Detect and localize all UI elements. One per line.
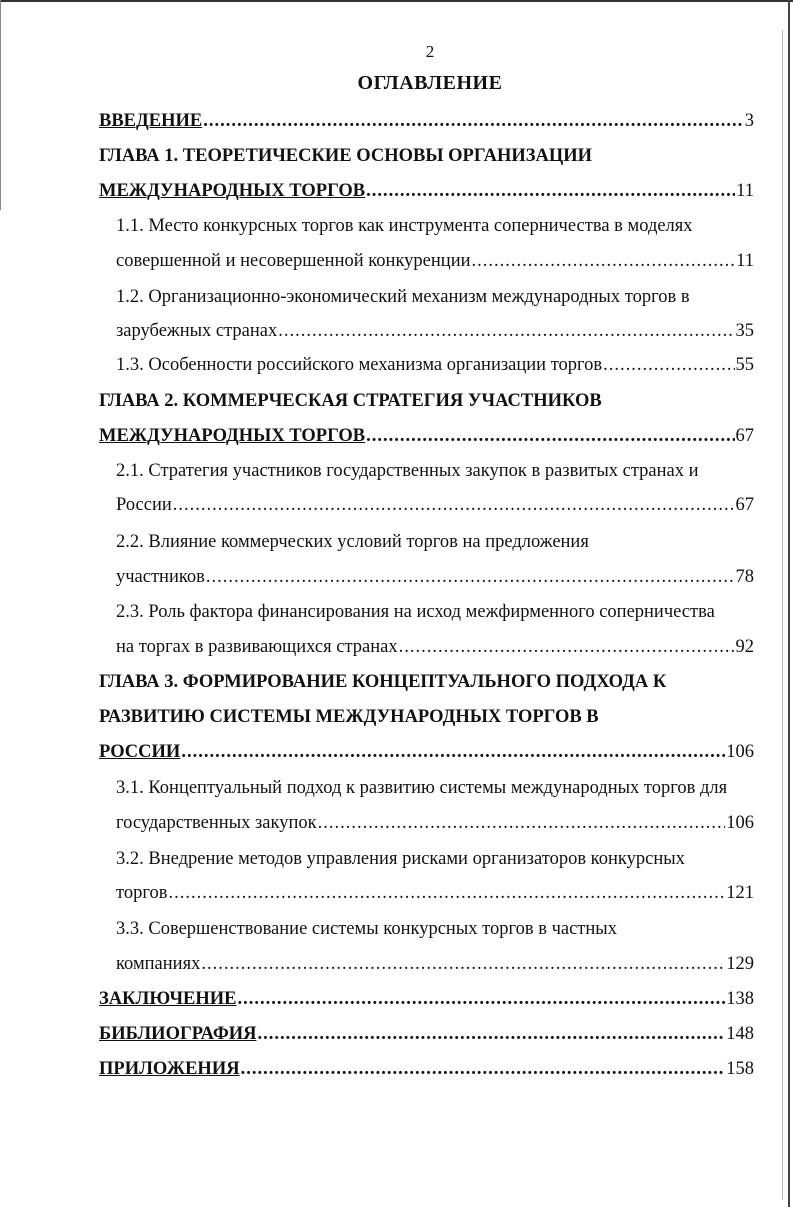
toc-entry-intro[interactable] bbox=[99, 108, 754, 134]
toc-entry-label: на торгах в развивающихся странах bbox=[116, 637, 398, 657]
toc-entry-label: участников bbox=[116, 567, 205, 587]
toc-section-2-3-title[interactable]: 2.3. Роль фактора финансирования на исход межфирменного соперничества bbox=[116, 602, 715, 622]
toc-section-1-2[interactable] bbox=[116, 318, 754, 344]
toc-section-3-2-title[interactable]: 3.2. Внедрение методов управления рисками организаторов конкурсных bbox=[116, 849, 685, 869]
toc-entry-label: государственных закупок bbox=[116, 813, 317, 833]
toc-page-number: 11 bbox=[736, 251, 754, 271]
toc-section-3-3-title[interactable]: 3.3. Совершенствование системы конкурсных торгов в частных bbox=[116, 919, 617, 939]
leader-dots bbox=[366, 178, 735, 204]
leader-dots bbox=[603, 352, 734, 378]
page-title: ОГЛАВЛЕНИЕ bbox=[357, 72, 503, 94]
toc-chapter-2[interactable] bbox=[99, 423, 754, 449]
leader-dots bbox=[318, 810, 726, 836]
toc-section-2-2-title[interactable]: 2.2. Влияние коммерческих условий торгов на предложения bbox=[116, 532, 589, 552]
toc-entry-label: 1.3. Особенности российского механизма организации торгов bbox=[116, 355, 603, 375]
toc-page-number: 158 bbox=[726, 1059, 754, 1079]
toc-chapter-1-title[interactable]: ГЛАВА 1. ТЕОРЕТИЧЕСКИЕ ОСНОВЫ ОРГАНИЗАЦИИ bbox=[99, 146, 593, 166]
toc-page-number: 106 bbox=[726, 813, 754, 833]
toc-chapter-2-title[interactable]: ГЛАВА 2. КОММЕРЧЕСКАЯ СТРАТЕГИЯ УЧАСТНИКОВ bbox=[99, 391, 602, 411]
toc-entry-label: ВВЕДЕНИЕ bbox=[99, 111, 203, 131]
toc-section-2-1-title[interactable]: 2.1. Стратегия участников государственных закупок в развитых странах и bbox=[116, 461, 699, 481]
toc-page-number: 11 bbox=[736, 181, 754, 201]
toc-page-number: 67 bbox=[735, 495, 754, 515]
toc-section-3-3[interactable] bbox=[116, 951, 754, 977]
toc-section-2-1[interactable] bbox=[116, 492, 754, 518]
toc-chapter-1[interactable] bbox=[99, 178, 754, 204]
toc-chapter-3-title-cont[interactable]: РАЗВИТИЮ СИСТЕМЫ МЕЖДУНАРОДНЫХ ТОРГОВ В bbox=[99, 707, 599, 727]
toc-entry-label: зарубежных странах bbox=[116, 321, 278, 341]
scan-border-right-inner bbox=[782, 30, 783, 1200]
toc-entry-appendix[interactable] bbox=[99, 1056, 754, 1082]
toc-page-number: 55 bbox=[735, 355, 754, 375]
toc-page-number: 3 bbox=[744, 111, 754, 131]
toc-entry-label: БИБЛИОГРАФИЯ bbox=[99, 1024, 257, 1044]
page-number: 2 bbox=[425, 42, 435, 61]
toc-entry-label: торгов bbox=[116, 883, 168, 903]
toc-entry-label: ПРИЛОЖЕНИЯ bbox=[99, 1059, 240, 1079]
toc-chapter-3[interactable] bbox=[99, 739, 754, 765]
toc-entry-label: России bbox=[116, 495, 172, 515]
toc-section-3-2[interactable] bbox=[116, 880, 754, 906]
leader-dots bbox=[278, 318, 734, 344]
toc-entry-label: ЗАКЛЮЧЕНИЕ bbox=[99, 989, 237, 1009]
leader-dots bbox=[201, 951, 725, 977]
toc-entry-label: РОССИИ bbox=[99, 742, 181, 762]
toc-section-3-1-title[interactable]: 3.1. Концептуальный подход к развитию системы международных торгов для bbox=[116, 778, 728, 798]
toc-page-number: 78 bbox=[735, 567, 754, 587]
scan-border-top bbox=[0, 0, 793, 2]
toc-page-number: 35 bbox=[735, 321, 754, 341]
toc-page-number: 138 bbox=[726, 989, 754, 1009]
leader-dots bbox=[241, 1056, 726, 1082]
leader-dots bbox=[399, 634, 735, 660]
leader-dots bbox=[173, 492, 735, 518]
toc-section-2-2[interactable] bbox=[116, 564, 754, 590]
leader-dots bbox=[168, 880, 725, 906]
scan-border-right bbox=[788, 0, 790, 1207]
leader-dots bbox=[366, 423, 734, 449]
toc-page-number: 148 bbox=[726, 1024, 754, 1044]
toc-entry-label: МЕЖДУНАРОДНЫХ ТОРГОВ bbox=[99, 426, 366, 446]
leader-dots bbox=[203, 108, 744, 134]
leader-dots bbox=[472, 248, 736, 274]
leader-dots bbox=[258, 1021, 726, 1047]
toc-section-1-2-title[interactable]: 1.2. Организационно-экономический механизм международных торгов в bbox=[116, 287, 690, 307]
toc-entry-label: компаниях bbox=[116, 954, 201, 974]
toc-entry-bibliography[interactable] bbox=[99, 1021, 754, 1047]
toc-section-1-1[interactable] bbox=[116, 248, 754, 274]
toc-entry-label: совершенной и несовершенной конкуренции bbox=[116, 251, 471, 271]
scan-border-left bbox=[0, 0, 1, 210]
toc-entry-label: МЕЖДУНАРОДНЫХ ТОРГОВ bbox=[99, 181, 366, 201]
leader-dots bbox=[181, 739, 725, 765]
toc-page-number: 121 bbox=[726, 883, 754, 903]
leader-dots bbox=[206, 564, 735, 590]
toc-page-number: 92 bbox=[735, 637, 754, 657]
toc-section-2-3[interactable] bbox=[116, 634, 754, 660]
toc-entry-conclusion[interactable] bbox=[99, 986, 754, 1012]
toc-page-number: 106 bbox=[726, 742, 754, 762]
toc-chapter-3-title[interactable]: ГЛАВА 3. ФОРМИРОВАНИЕ КОНЦЕПТУАЛЬНОГО ПОДХОДА К bbox=[99, 672, 667, 692]
toc-page-number: 129 bbox=[726, 954, 754, 974]
toc-section-1-1-title[interactable]: 1.1. Место конкурсных торгов как инструмента соперничества в моделях bbox=[116, 216, 693, 236]
toc-page-number: 67 bbox=[735, 426, 754, 446]
toc-section-1-3[interactable] bbox=[116, 352, 754, 378]
leader-dots bbox=[238, 986, 726, 1012]
toc-section-3-1[interactable] bbox=[116, 810, 754, 836]
